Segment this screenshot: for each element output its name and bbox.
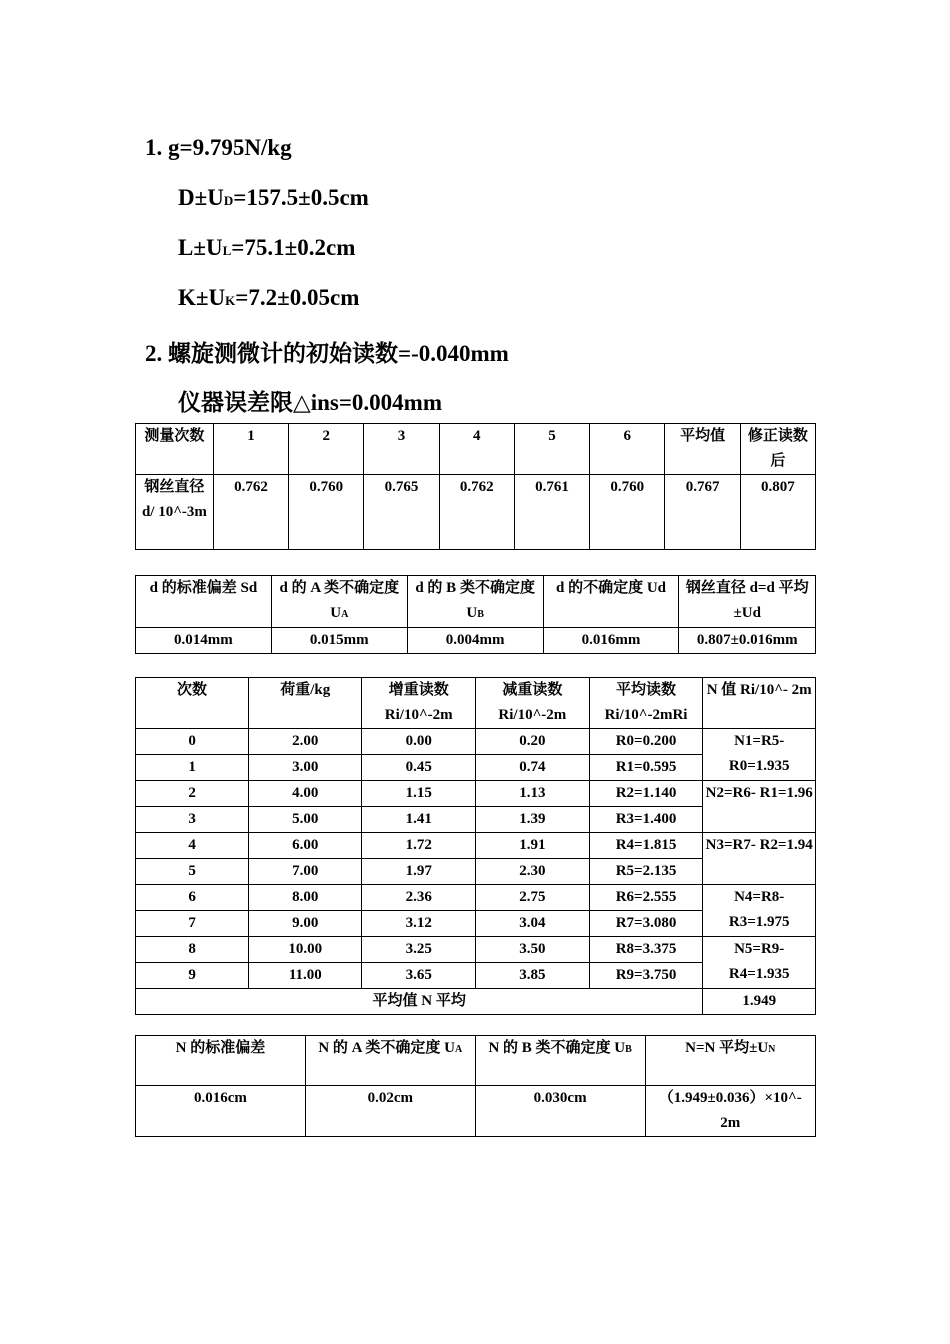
diameter-table: 测量次数 1 2 3 4 5 6 平均值 修正读数后 钢丝直径 d/ 10^-3m 0.762 0.760 0.765 0.762 0.761 0.760 0.767 0.807 bbox=[135, 423, 816, 550]
l-line: L±UL=75.1±0.2cm bbox=[178, 235, 356, 260]
instrument-error-line: 仪器误差限△ins=0.004mm bbox=[178, 390, 442, 415]
section2-number: 2. bbox=[145, 341, 163, 366]
section1-number: 1. bbox=[145, 135, 163, 160]
k-line: K±UK=7.2±0.05cm bbox=[178, 285, 360, 310]
table-row: 3 5.00 1.41 1.39 R3=1.400 bbox=[136, 807, 816, 833]
table-row: 7 9.00 3.12 3.04 R7=3.080 bbox=[136, 911, 816, 937]
diameter-uncertainty-table: d 的标准偏差 Sd d 的 A 类不确定度 UA d 的 B 类不确定度 UB d 的不确定度 Ud 钢丝直径 d=d 平均±Ud 0.014mm 0.015mm 0.004mm 0.016mm 0.807±0.016mm bbox=[135, 575, 816, 654]
n-value: N5=R9- R4=1.935 bbox=[703, 937, 816, 989]
load-reading-table: 次数 荷重/kg 增重读数 Ri/10^-2m 减重读数 Ri/10^-2m 平均读数 Ri/10^-2mRi N 值 Ri/10^- 2m 0 2.00 0.00 0.20 R0=0.200 N1=R5- R0=1.935 1 3.00 0.45 0.74 R1=0.595 2 4.00 1.15 1.13 R2=1.140 N2=R6- R1=1.96 3 5.00 1.41 1.39 R3=1.400 4 6.00 1.72 1.91 R4=1.815 N3=R7- R2=1.94 5 7.00 1.97 2.30 R5=2.135 6 8.00 2.36 2.75 R6=2.555 N4=R8- R3=1.975 7 9.00 3.12 3.04 R7=3.080 8 10.00 3.25 3.50 R8=3.375 N5=R9- R4=1.935 9 11.00 3.65 3.85 R9=3.750 平均值 N 平均 1.949 bbox=[135, 677, 816, 1015]
g-line bbox=[145, 135, 292, 161]
table-row: 2 4.00 1.15 1.13 R2=1.140 N2=R6- R1=1.96 bbox=[136, 781, 816, 807]
n-value: N4=R8- R3=1.975 bbox=[703, 885, 816, 937]
average-value: 1.949 bbox=[703, 989, 816, 1015]
micrometer-line bbox=[145, 335, 509, 368]
table-row: 6 8.00 2.36 2.75 R6=2.555 N4=R8- R3=1.975 bbox=[136, 885, 816, 911]
wire-diameter-label: 钢丝直径 d/ 10^-3m bbox=[136, 475, 214, 550]
n-uncertainty-table: N 的标准偏差 N 的 A 类不确定度 UA N 的 B 类不确定度 UB N=N 平均±UN 0.016cm 0.02cm 0.030cm （1.949±0.036）×10^- 2m bbox=[135, 1035, 816, 1137]
g-value: g=9.795N/kg bbox=[168, 135, 292, 160]
section2-title: 螺旋测微计的初始读数=-0.040mm bbox=[168, 341, 509, 366]
n-value: N1=R5- R0=1.935 bbox=[703, 729, 816, 781]
table-row: 9 11.00 3.65 3.85 R9=3.750 bbox=[136, 963, 816, 989]
average-label: 平均值 N 平均 bbox=[136, 989, 703, 1015]
n-value: N3=R7- R2=1.94 bbox=[703, 833, 816, 885]
table-row: 5 7.00 1.97 2.30 R5=2.135 bbox=[136, 859, 816, 885]
table-row: 4 6.00 1.72 1.91 R4=1.815 N3=R7- R2=1.94 bbox=[136, 833, 816, 859]
average-row bbox=[136, 989, 816, 1015]
table-row: 1 3.00 0.45 0.74 R1=0.595 bbox=[136, 755, 816, 781]
n-value: N2=R6- R1=1.96 bbox=[703, 781, 816, 833]
measure-count-header: 测量次数 bbox=[136, 424, 214, 475]
table-row: 0 2.00 0.00 0.20 R0=0.200 N1=R5- R0=1.935 bbox=[136, 729, 816, 755]
d-line: D±UD=157.5±0.5cm bbox=[178, 185, 369, 210]
table-row: 8 10.00 3.25 3.50 R8=3.375 N5=R9- R4=1.935 bbox=[136, 937, 816, 963]
